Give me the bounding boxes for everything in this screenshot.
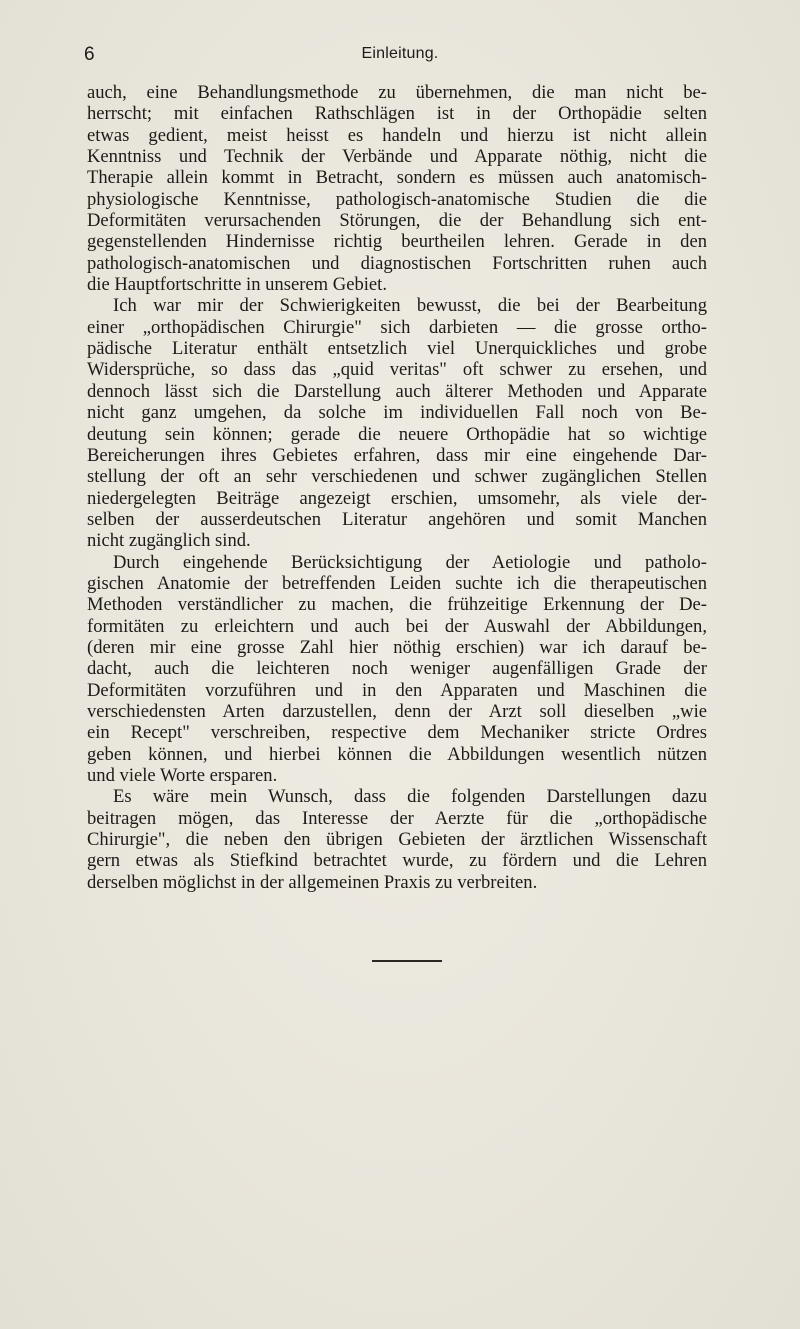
- text-line: Methoden verständlicher zu machen, die frühzeitige Erkennung der De-: [87, 594, 707, 616]
- text-line: Chirurgie", die neben den übrigen Gebieten der ärztlichen Wissenschaft: [87, 829, 707, 851]
- text-line: dacht, auch die leichteren noch weniger augenfälligen Grade der: [87, 658, 707, 680]
- text-line: etwas gedient, meist heisst es handeln und hierzu ist nicht allein: [87, 124, 707, 146]
- text-line: und viele Worte ersparen.: [87, 765, 278, 786]
- section-end-rule: [372, 960, 442, 962]
- text-line: niedergelegten Beiträge angezeigt erschien, umsomehr, als viele der-: [87, 487, 707, 509]
- text-line: stellung der oft an sehr verschiedenen und schwer zugänglichen Stellen: [87, 466, 707, 488]
- paragraph: [87, 295, 707, 551]
- text-line: Therapie allein kommt in Betracht, sondern es müssen auch anatomisch-: [87, 167, 707, 189]
- text-line: herrscht; mit einfachen Rathschlägen ist in der Orthopädie selten: [87, 103, 707, 125]
- text-line: pädische Literatur enthält entsetzlich viel Unerquickliches und grobe: [87, 338, 707, 360]
- text-line: Es wäre mein Wunsch, dass die folgenden Darstellungen dazu: [113, 786, 707, 808]
- text-line: Deformitäten vorzuführen und in den Apparaten und Maschinen die: [87, 679, 707, 701]
- text-line: gischen Anatomie der betreffenden Leiden suchte ich die therapeutischen: [87, 572, 707, 594]
- text-line: deutung sein können; gerade die neuere Orthopädie hat so wichtige: [87, 423, 707, 445]
- text-line: formitäten zu erleichtern und auch bei der Auswahl der Abbildungen,: [87, 615, 707, 637]
- text-line: Deformitäten verursachenden Störungen, die der Behandlung sich ent-: [87, 210, 707, 232]
- text-line: gern etwas als Stiefkind betrachtet wurde, zu fördern und die Lehren: [87, 850, 707, 872]
- paragraph: [87, 552, 707, 787]
- page-number: 6: [84, 44, 95, 65]
- text-line: derselben möglichst in der allgemeinen Praxis zu verbreiten.: [87, 871, 538, 893]
- text-line: verschiedensten Arten darzustellen, denn der Arzt soll dieselben „wie: [87, 700, 707, 722]
- text-line: Ich war mir der Schwierigkeiten bewusst, die bei der Bearbeitung: [113, 295, 707, 317]
- text-line: nicht ganz umgehen, da solche im individuellen Fall noch von Be-: [87, 402, 707, 424]
- body-text: [87, 82, 707, 893]
- paragraph: [87, 82, 707, 295]
- running-head: Einleitung.: [361, 45, 439, 62]
- text-line: gegenstellenden Hindernisse richtig beurtheilen lehren. Gerade in den: [87, 231, 707, 253]
- text-line: einer „orthopädischen Chirurgie" sich darbieten — die grosse ortho-: [87, 316, 707, 338]
- page-header: [0, 44, 800, 70]
- text-line: pathologisch-anatomischen und diagnostischen Fortschritten ruhen auch: [87, 252, 707, 274]
- text-line: geben können, und hierbei können die Abbildungen wesentlich nützen: [87, 743, 707, 765]
- text-line: Bereicherungen ihres Gebietes erfahren, dass mir eine eingehende Dar-: [87, 444, 707, 466]
- text-line: Kenntniss und Technik der Verbände und Apparate nöthig, nicht die: [87, 146, 707, 168]
- text-line: (deren mir eine grosse Zahl hier nöthig erschien) war ich darauf be-: [87, 636, 707, 658]
- text-line: auch, eine Behandlungsmethode zu übernehmen, die man nicht be-: [87, 82, 707, 103]
- text-line: die Hauptfortschritte in unserem Gebiet.: [87, 274, 387, 296]
- text-line: beitragen mögen, das Interesse der Aerzte für die „orthopädische: [87, 807, 707, 829]
- text-line: ein Recept" verschreiben, respective dem Mechaniker stricte Ordres: [87, 722, 707, 744]
- text-line: nicht zugänglich sind.: [87, 530, 251, 552]
- text-line: physiologische Kenntnisse, pathologisch-anatomische Studien die die: [87, 188, 707, 210]
- text-line: Widersprüche, so dass das „quid veritas" oft schwer zu ersehen, und: [87, 359, 707, 381]
- text-line: Durch eingehende Berücksichtigung der Aetiologie und patholo-: [113, 551, 707, 573]
- text-line: selben der ausserdeutschen Literatur angehören und somit Manchen: [87, 508, 707, 530]
- text-line: dennoch lässt sich die Darstellung auch älterer Methoden und Apparate: [87, 380, 707, 402]
- paragraph: [87, 786, 707, 893]
